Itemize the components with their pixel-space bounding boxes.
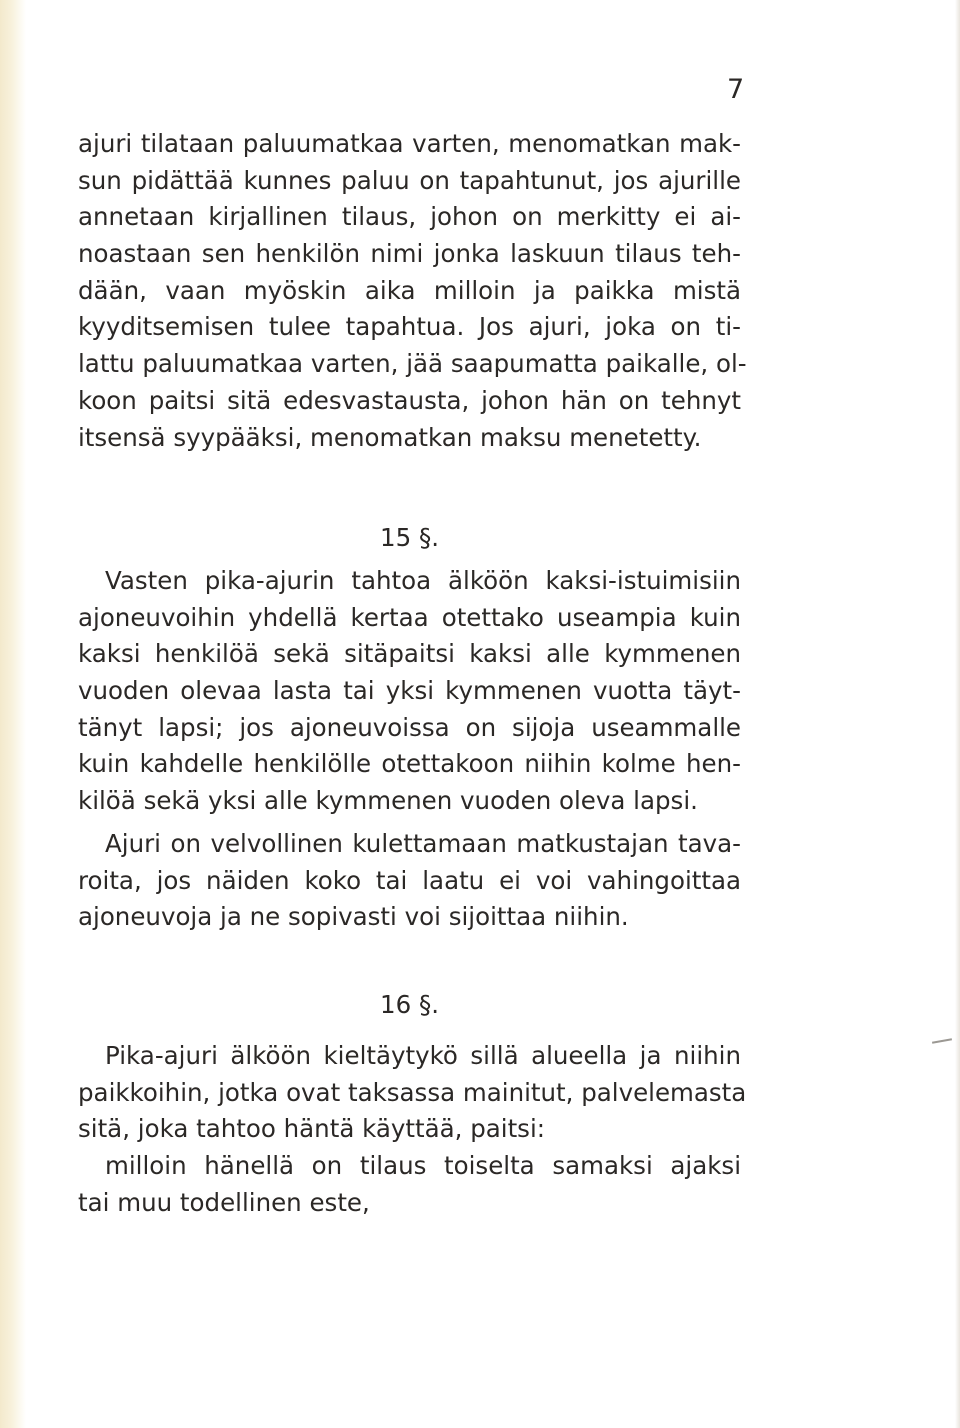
paragraph-continuation: [78, 126, 747, 456]
text-line: sun pidättää kunnes paluu on tapahtunut, jos ajurille: [78, 165, 741, 195]
paragraph-section-16-exception: [78, 1148, 741, 1221]
text-line: kyyditsemisen tulee tapahtua. Jos ajuri, joka on ti-: [78, 312, 741, 342]
text-line: kuin kahdelle henkilölle otettakoon niihin kolme hen-: [78, 749, 741, 779]
paragraph-section-16: [78, 1038, 747, 1148]
section-heading-15: 15 §.: [380, 523, 440, 552]
text-line: Ajuri on velvollinen kulettamaan matkustajan tava-: [105, 829, 741, 858]
text-line: noastaan sen henkilön nimi jonka laskuun tilaus teh-: [78, 239, 741, 269]
text-line: vuoden olevaa lasta tai yksi kymmenen vuotta täyt-: [78, 676, 741, 706]
page-edge: [955, 0, 960, 1428]
text-line: lattu paluumatkaa varten, jää saapumatta paikalle, ol-: [78, 349, 747, 379]
text-line: tänyt lapsi; jos ajoneuvoissa on sijoja useammalle: [78, 712, 741, 742]
text-line: kaksi henkilöä sekä sitäpaitsi kaksi alle kymmenen: [78, 639, 741, 669]
text-line: ajoneuvoja ja ne sopivasti voi sijoittaa niihin.: [78, 902, 629, 932]
page-spine-shadow: [0, 0, 26, 1428]
margin-mark: [932, 1038, 952, 1043]
paragraph-section-15: [78, 563, 741, 820]
text-line: Vasten pika-ajurin tahtoa älköön kaksi-istuimisiin: [105, 566, 741, 595]
text-line: dään, vaan myöskin aika milloin ja paikka mistä: [78, 275, 741, 305]
text-line: annetaan kirjallinen tilaus, johon on merkitty ei ai-: [78, 202, 741, 232]
text-line: ajuri tilataan paluumatkaa varten, menomatkan mak-: [78, 129, 741, 158]
text-line: koon paitsi sitä edesvastausta, johon hän on tehnyt: [78, 385, 741, 415]
text-line: roita, jos näiden koko tai laatu ei voi vahingoittaa: [78, 865, 741, 895]
text-line: ajoneuvoihin yhdellä kertaa otettako useampia kuin: [78, 602, 741, 632]
text-line: itsensä syypääksi, menomatkan maksu menetetty.: [78, 422, 702, 452]
text-line: sitä, joka tahtoo häntä käyttää, paitsi:: [78, 1114, 546, 1144]
section-heading-16: 16 §.: [380, 990, 440, 1019]
text-line: kilöä sekä yksi alle kymmenen vuoden oleva lapsi.: [78, 786, 698, 816]
text-line: tai muu todellinen este,: [78, 1187, 370, 1217]
text-line: Pika-ajuri älköön kieltäytykö sillä alueella ja niihin: [105, 1041, 741, 1070]
page-number: 7: [727, 74, 745, 105]
text-line: milloin hänellä on tilaus toiselta samaksi ajaksi: [105, 1151, 741, 1180]
paragraph-section-15-luggage: [78, 826, 741, 936]
text-line: paikkoihin, jotka ovat taksassa mainitut, palvelemasta: [78, 1077, 747, 1107]
